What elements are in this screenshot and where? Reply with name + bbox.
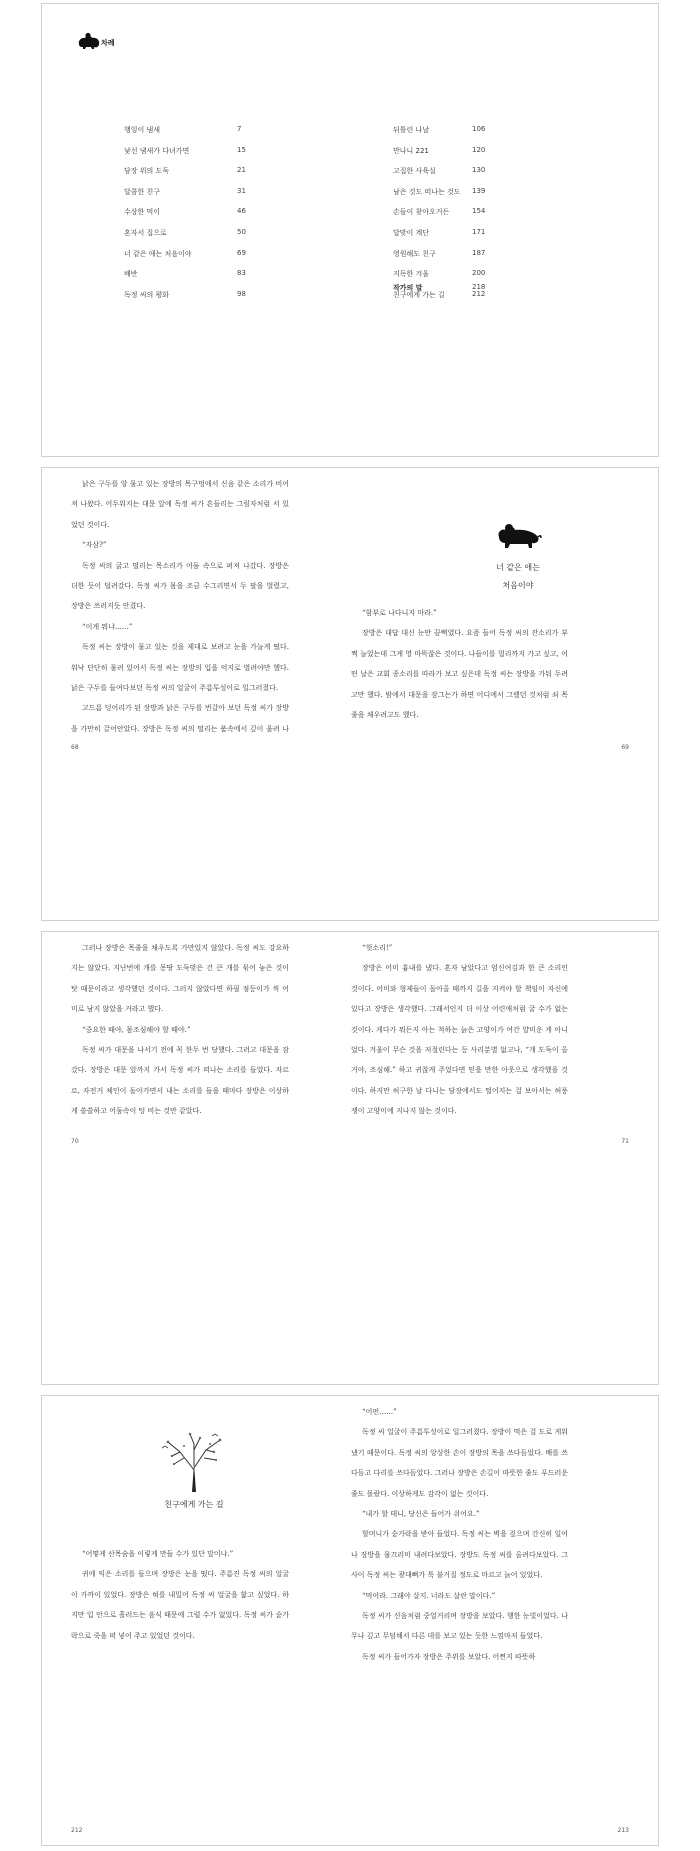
page-70-text [71, 938, 289, 1128]
toc-entry-title: 남은 것도 떠나는 것도 [393, 187, 461, 196]
body-paragraph: 독정 씨가 들어가자 장방은 주위를 보았다. 어쩐지 따뜻하 [362, 1652, 536, 1661]
dog-logo-icon [77, 32, 101, 50]
toc-entry[interactable] [124, 125, 324, 146]
body-paragraph [71, 1122, 289, 1128]
book-spread-212-213 [41, 1395, 659, 1846]
toc-entry-page: 7 [237, 125, 242, 133]
body-paragraph: 낡은 구두를 앙 물고 있는 장방의 목구멍에서 신음 같은 소리가 비어져 나왔다. 어두워지는 대문 앞에 독정 씨가 흔들리는 그림자처럼 서 있었던 것이다. [71, 480, 289, 529]
body-paragraph: “헛소리!” [362, 944, 393, 952]
toc-entry-title: 독정 씨의 평화 [124, 290, 170, 299]
toc-entry[interactable] [124, 187, 324, 208]
body-paragraph: 독정 씨는 장방이 물고 있는 것을 제대로 보려고 눈을 가늘게 떴다. 워낙 단단히 물려 있어서 독정 씨는 장방의 입을 억지로 벌려야만 했다. 낡은 구두를 들여다보던 독정 씨의 얼굴이 주름투성이로 일그러졌다. [71, 643, 289, 693]
toc-entry-title: 달콤한 친구 [124, 187, 161, 196]
body-paragraph: “자삼?” [82, 541, 107, 550]
toc-entry-page: 98 [237, 289, 246, 298]
page-68-text [71, 474, 289, 734]
toc-entry-title: 배반 [124, 270, 138, 279]
toc-entry-title: 담장 위의 도둑 [124, 167, 170, 176]
toc-entry-title: 낯선 냄새가 다녀가면 [124, 146, 190, 155]
toc-entry-title: 고집한 사육실 [393, 167, 436, 176]
toc-entry-title: 영원해도 친구 [393, 249, 436, 258]
page-number-left: 70 [71, 1138, 79, 1145]
page-71-text [351, 938, 568, 1128]
toc-entry-page: 130 [472, 166, 486, 175]
black-dog-icon [494, 523, 542, 551]
toc-entry-title: 뒤틀린 나날 [393, 126, 430, 134]
toc-entry-title: 달맞이 계단 [393, 228, 430, 237]
body-paragraph: “내가 할 테니, 당신은 들어가 쉬어요.” [362, 1510, 480, 1519]
page-number-right: 213 [617, 1827, 629, 1834]
toc-entry-title: 친구에게 가는 길 [393, 290, 445, 299]
body-paragraph: “함부로 나다니지 마라.” [362, 609, 437, 617]
page-number-left: 68 [71, 744, 79, 751]
toc-entry[interactable] [393, 187, 593, 208]
chapter-title-69 [472, 559, 564, 595]
toc-entry-page: 69 [237, 248, 246, 257]
toc-entry-page: 200 [472, 269, 486, 278]
toc-entry[interactable] [393, 228, 593, 249]
toc-entry-page: 171 [472, 227, 486, 236]
toc-entry[interactable] [124, 228, 324, 249]
toc-entry-title: 수상한 먹이 [124, 208, 161, 217]
body-paragraph [351, 1122, 568, 1128]
body-paragraph: 장방은 대답 대신 눈만 끔뻑였다. 요즘 들어 독정 씨의 잔소리가 부쩍 늘었는데 그게 영 마뜩잖은 것이다. 나들이를 멀리까지 가고 싶고, 어떤 날은 교회 종소리를 따라가 보고 싶은데 독정 씨는 장방을 가둬 두려고만 했다. 밤에서 대문을 잠그는가 하면 어디에서 그랬던 것처럼 쇠 목줄을 채우려고도 했다. [351, 629, 568, 720]
chapter-title-line-2: 처음이야 [502, 581, 534, 590]
toc-entry-page: 50 [237, 227, 246, 236]
body-paragraph: 독정 씨의 굵고 떨리는 목소리가 어둠 속으로 퍼져 나갔다. 장방은 더한 듯이 덜려갔다. 독정 씨가 몸을 조금 수그리면서 두 팔을 벌렸고, 장방은 쓰러지듯 안겼다. [71, 561, 289, 611]
toc-entry[interactable] [124, 166, 324, 187]
chapter-title-line-1: 너 같은 애는 [496, 563, 540, 572]
page-number-left: 212 [71, 1827, 83, 1834]
toc-entry-page: 83 [237, 269, 246, 278]
body-paragraph: 그러나 장방은 목줄을 채우도록 가만있지 않았다. 독정 씨도 강요하지는 않았다. 지난번에 개를 몽땅 도둑맞은 건 큰 개를 묶어 놓은 것이 탓 때문이라고 생각했던 것이다. 그러지 않았다면 하필 점등이가 씩 어미로 남지 않았을 거라고 했다. [71, 944, 289, 1014]
toc-entry-page: 15 [237, 145, 246, 154]
body-paragraph: “어떻게 산목숨을 이렇게 만들 수가 있단 말이냐.” [82, 1550, 234, 1558]
body-paragraph: 할머니가 숟가락을 받아 들었다. 독정 씨는 벽을 짚으며 간신히 일어나 장방을 물끄러미 내려다보았다. 장방도 독정 씨를 올려다보았다. 그사이 독정 씨는 광대뼈가 툭 불거질 정도로 마르고 늙어 있었다. [351, 1530, 568, 1580]
toc-entry[interactable] [393, 166, 593, 187]
toc-entry-page: 106 [472, 125, 486, 133]
toc-entry-title: 만나니 221 [393, 146, 429, 155]
toc-heading: 차례 [101, 39, 115, 47]
page-69-text [351, 603, 568, 725]
body-paragraph: 독정 씨가 대문을 나서기 전에 꼭 한두 번 당했다. 그러고 대문을 잠갔다. 장방은 대문 앞까지 가서 독정 씨가 떠나는 소리를 들었다. 자르르, 자전거 체인이 돌아가면서 내는 소리를 들을 때마다 장방은 이상하게 쓸쓸하고 어둠속이 텅 비는 것만 같았다. [71, 1046, 289, 1116]
toc-entry[interactable] [393, 290, 593, 311]
toc-entry-title: 손들이 찾아오거든 [393, 208, 450, 217]
toc-entry-page: 212 [472, 289, 486, 298]
toc-right-column [393, 125, 593, 310]
toc-entry[interactable] [393, 146, 593, 167]
toc-entry-page: 120 [472, 145, 486, 154]
body-paragraph: “중요한 때야, 몸조심해야 할 때야.” [82, 1025, 191, 1034]
page-number-right: 69 [621, 744, 629, 751]
toc-entry[interactable] [393, 207, 593, 228]
toc-entry[interactable] [124, 290, 324, 311]
body-paragraph: “어떤……” [362, 1408, 397, 1416]
toc-entry-page: 21 [237, 166, 246, 175]
toc-entry-page: 46 [237, 207, 246, 216]
chapter-title-212: 친구에게 가는 길 [164, 1500, 224, 1509]
toc-entry[interactable] [124, 207, 324, 228]
toc-entry-title: 지독한 겨울 [393, 270, 430, 279]
toc-spread [41, 3, 659, 457]
toc-entry[interactable] [124, 269, 324, 290]
page-213-text [351, 1402, 568, 1667]
body-paragraph: “먹어라. 그래야 살지. 너라도 살란 말이다.” [362, 1591, 496, 1600]
page-number-right: 71 [621, 1138, 629, 1145]
toc-entry-page: 154 [472, 207, 486, 216]
body-paragraph: 독정 씨 얼굴이 주름투성이로 일그러졌다. 장방이 먹은 걸 도로 게워 냈기 때문이다. 독정 씨의 앙상한 손이 장방의 목을 쓰다듬었다. 배를 쓰다듬고 다리를 쓰다듬었다. 그러나 장방은 손길이 따뜻한 줄도 푸드러운 줄도 몰랐다. 이상하게도 감각이 없는 것이다. [351, 1428, 568, 1498]
toc-entry[interactable] [124, 249, 324, 270]
tree-with-birds-icon [154, 1430, 234, 1492]
toc-entry[interactable] [393, 269, 593, 290]
toc-entry-page: 139 [472, 186, 486, 195]
toc-entry-title: 혼자서 집으로 [124, 228, 167, 237]
body-paragraph: 고드름 덩어리가 된 장방과 낡은 구두를 번갈아 보던 독정 씨가 장방을 가만히 끌어안았다. 장방은 독정 씨의 떨리는 품속에서 깊이 울려 나 [71, 704, 289, 733]
page-212-text [71, 1544, 289, 1646]
body-paragraph: 장방은 어미 흉내를 냈다. 혼자 남았다고 엄신여김과 한 큰 소리인 것이다. 어미와 형제들이 돌아올 때까지 길을 지켜야 할 책임이 자신에 있다고 장방은 생각했다. 그래서인지 더 이상 어린애처럼 굴 수가 없는 것이다. 게다가 뭐든지 아는 척하는 늙은 고양이가 여간 얄미운 게 아니었다. 겨울이 무슨 것을 저절린다는 등 사리분별 없고나, “개 도둑이 올 거야, 조심해.” 하고 귀찮게 주었다면 믿을 만한 아웃으로 생각했을 것이다. 하지만 허구한 날 다니는 담장에서도 떨어지는 걸 보아서는 허풍쟁이 고양이에 지나지 않는 것이다. [351, 964, 568, 1116]
toc-author-note-page: 218 [472, 283, 486, 291]
toc-entry[interactable] [393, 125, 593, 146]
toc-entry-title: 행잉이 냄새 [124, 126, 161, 134]
toc-author-note-title[interactable]: 작가의 말 [393, 284, 423, 292]
toc-entry-title: 너 같은 애는 처음이야 [124, 249, 192, 258]
body-paragraph: 귀에 익은 소리를 들으며 장방은 눈을 떴다. 주름진 독정 씨의 얼굴이 가까이 있었다. 장방은 혀를 내밀어 독정 씨 얼굴을 핥고 싶었다. 하지만 입 안으로 흘러드는 음식 때문에 그럴 수가 없었다. 독정 씨가 숟가락으로 죽을 떠 넣어 주고 있었던 것이다. [71, 1570, 289, 1640]
toc-entry[interactable] [393, 249, 593, 270]
toc-entry-page: 187 [472, 248, 486, 257]
book-spread-68-69 [41, 467, 659, 921]
book-spread-70-71 [41, 931, 659, 1385]
body-paragraph: “이게 뭐냐……” [82, 622, 133, 631]
body-paragraph: 독정 씨가 신음처럼 중얼거리며 장방을 보았다. 행한 눈빛이었다. 나무나 깊고 무덤해서 다른 데를 보고 있는 듯한 느낌마저 들었다. [351, 1612, 568, 1641]
toc-entry-page: 31 [237, 186, 246, 195]
toc-left-column [124, 125, 324, 310]
toc-entry[interactable] [124, 146, 324, 167]
